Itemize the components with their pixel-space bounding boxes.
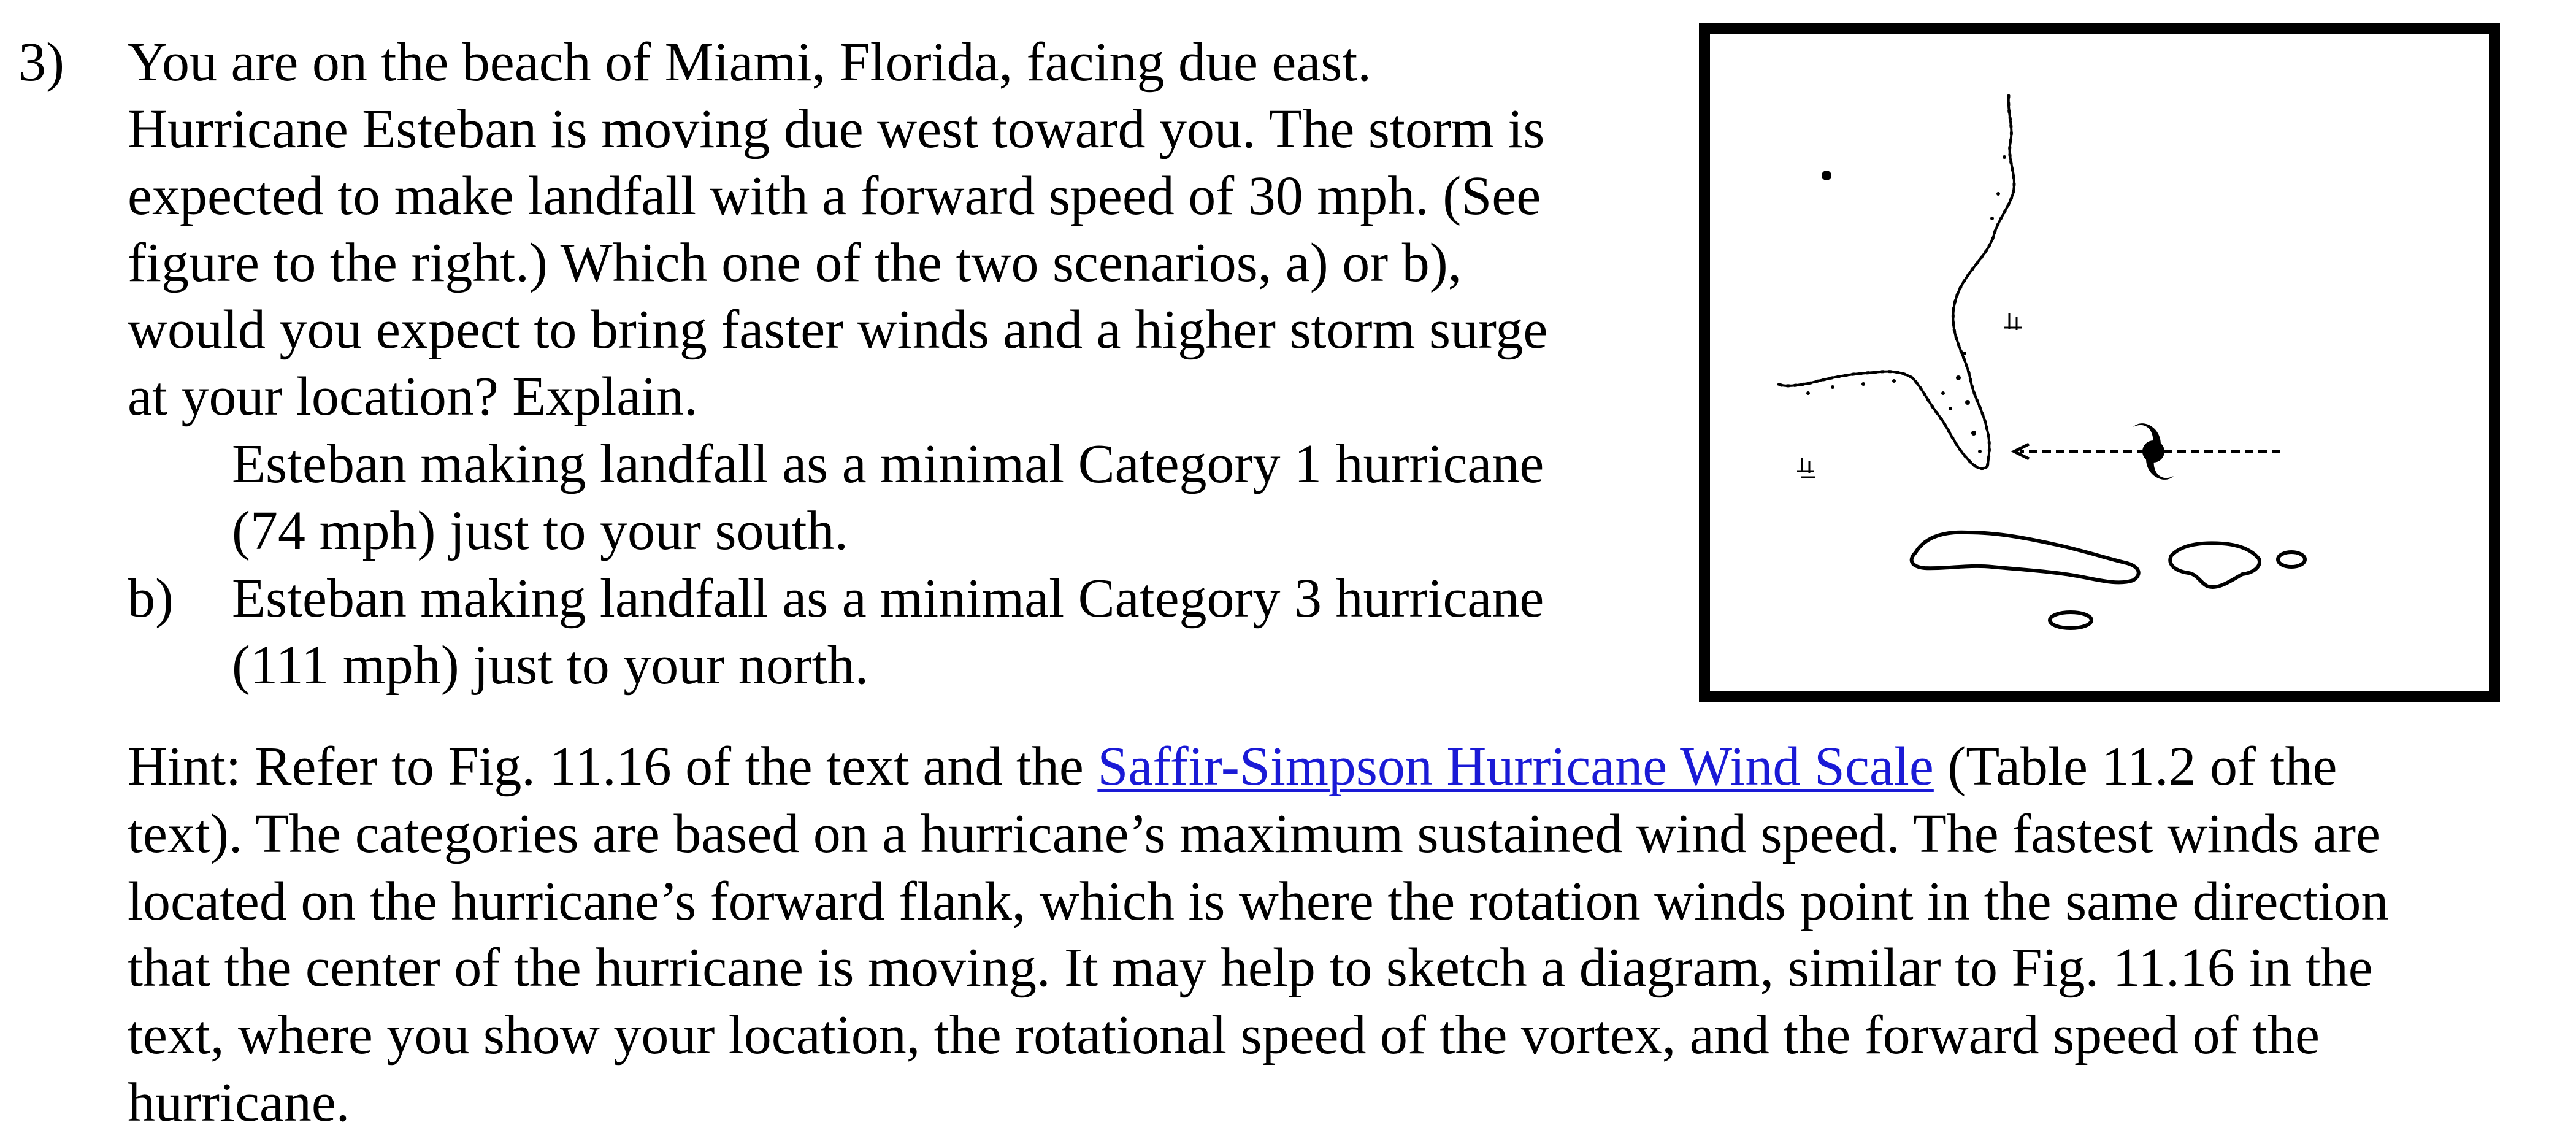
land-stipple — [1806, 155, 2006, 453]
cuba-island-icon — [1912, 532, 2139, 583]
hint-line-5: text, where you show your location, the rotational speed of the vortex, and the forward speed of the — [128, 1005, 2320, 1066]
figure-map — [1710, 34, 2489, 691]
hint-line-4: that the center of the hurricane is moving. It may help to sketch a diagram, similar to Fig. 11.16 in the — [128, 937, 2373, 998]
question-line-3: expected to make landfall with a forward speed of 30 mph. (See — [128, 166, 1541, 226]
hint-line-3: located on the hurricane’s forward flank, which is where the rotation winds point in the same direction — [128, 871, 2389, 932]
question-number: 3) — [18, 32, 64, 93]
gulf-coast-edge — [1777, 372, 1987, 469]
hint-prefix: Hint: Refer to Fig. 11.16 of the text and the — [128, 736, 1098, 797]
storm-track-figure — [1699, 23, 2500, 702]
option-a-line-1: Esteban making landfall as a minimal Category 1 hurricane — [232, 434, 1544, 494]
hint-line-6: hurricane. — [128, 1072, 350, 1133]
small-island-dot — [1822, 171, 1831, 180]
question-line-1: You are on the beach of Miami, Florida, facing due east. — [128, 32, 1371, 93]
puerto-rico-island-icon — [2278, 552, 2305, 567]
option-b-label: b) — [128, 568, 174, 629]
option-b-line-1: Esteban making landfall as a minimal Category 3 hurricane — [232, 568, 1544, 629]
hint-line-1 — [128, 736, 2337, 797]
florida-coastline-icon — [1777, 96, 2014, 469]
hint-line-2: text). The categories are based on a hurricane’s maximum sustained wind speed. The fastest winds are — [128, 804, 2380, 864]
question-line-6: at your location? Explain. — [128, 366, 698, 427]
question-line-5: would you expect to bring faster winds and a higher storm surge — [128, 299, 1548, 360]
option-a-line-2: (74 mph) just to your south. — [232, 501, 848, 561]
marsh-symbols — [1797, 313, 2022, 477]
hispaniola-island-icon — [2170, 543, 2260, 587]
jamaica-island-icon — [2050, 612, 2091, 628]
option-b-line-2: (111 mph) just to your north. — [232, 635, 869, 696]
saffir-simpson-link[interactable]: Saffir-Simpson Hurricane Wind Scale — [1097, 736, 1934, 797]
hint-suffix: (Table 11.2 of the — [1933, 736, 2337, 797]
question-line-4: figure to the right.) Which one of the two scenarios, a) or b), — [128, 232, 1462, 293]
question-line-2: Hurricane Esteban is moving due west toward you. The storm is — [128, 99, 1545, 159]
